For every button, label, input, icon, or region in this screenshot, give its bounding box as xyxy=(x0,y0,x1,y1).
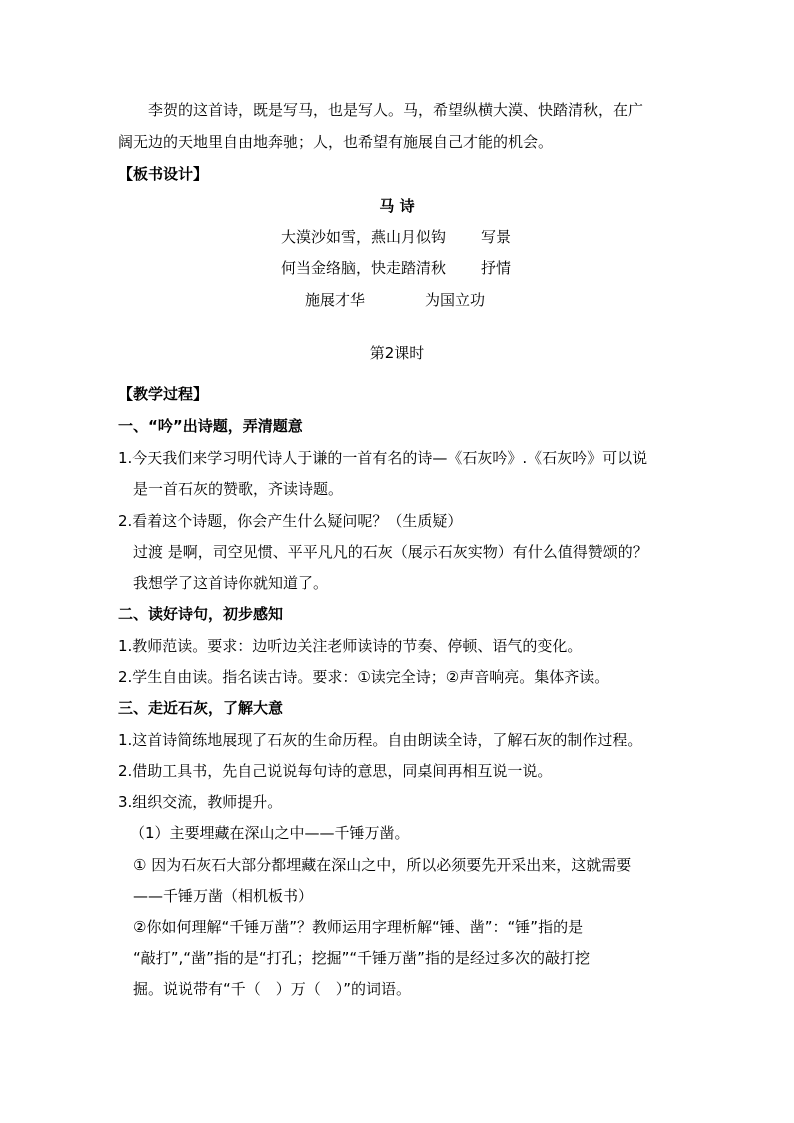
s3-item1: 1.这首诗简练地展现了石灰的生命历程。自由朗读全诗，了解石灰的制作过程。 xyxy=(118,731,643,749)
s3-item2: 2.借助工具书，先自己说说每句诗的意思，同桌间再相互说一说。 xyxy=(118,762,553,780)
board-row2-right: 抒情 xyxy=(481,259,512,277)
intro-line-2: 阔无边的天地里自由地奔驰；人，也希望有施展自己才能的机会。 xyxy=(118,133,554,151)
s3-point2-c: 掘。说说带有“千（ ）万（ ）”的词语。 xyxy=(133,980,412,998)
board-row3-right: 为国立功 xyxy=(425,291,486,309)
s3-point1-b: ——千锤万凿（相机板书） xyxy=(133,887,314,905)
s1-item1-line-b: 是一首石灰的赞歌，齐读诗题。 xyxy=(133,480,344,498)
board-row2-left: 何当金络脑，快走踏清秋 xyxy=(281,259,447,277)
board-heading: 【板书设计】 xyxy=(118,165,209,183)
intro-line-1: 李贺的这首诗，既是写马，也是写人。马，希望纵横大漠、快踏清秋，在广 xyxy=(148,101,644,119)
s3-point2-a: ②你如何理解“千锤万凿”？教师运用字理析解“锤、凿”：“锤”指的是 xyxy=(133,918,584,936)
lesson-title: 第2课时 xyxy=(369,344,425,362)
board-row3-left: 施展才华 xyxy=(305,291,366,309)
board-row1-right: 写景 xyxy=(481,228,512,246)
s1-item1-line-a: 1.今天我们来学习明代诗人于谦的一首有名的诗—《石灰吟》.《石灰吟》可以说 xyxy=(118,449,648,467)
s3-point2-b: “敲打”,“凿”指的是“打孔；挖掘”“千锤万凿”指的是经过多次的敲打挖 xyxy=(133,949,590,967)
s3-point1-a: ① 因为石灰石大部分都埋藏在深山之中，所以必须要先开采出来，这就需要 xyxy=(133,856,632,874)
s3-sub1: （1）主要埋藏在深山之中——千锤万凿。 xyxy=(130,824,410,842)
s1-transition-a: 过渡 是啊，司空见惯、平平凡凡的石灰（展示石灰实物）有什么值得赞颂的？ xyxy=(133,543,648,561)
s2-item1: 1.教师范读。要求：边听边关注老师读诗的节奏、停顿、语气的变化。 xyxy=(118,637,583,655)
s3-item3: 3.组织交流，教师提升。 xyxy=(118,793,283,811)
s2-item2: 2.学生自由读。指名读古诗。要求：①读完全诗；②声音响亮。集体齐读。 xyxy=(118,668,610,686)
s1-transition-b: 我想学了这首诗你就知道了。 xyxy=(133,574,329,592)
section1-heading: 一、“吟”出诗题，弄清题意 xyxy=(118,417,303,435)
s1-item2: 2.看着这个诗题，你会产生什么疑问呢？（生质疑） xyxy=(118,512,463,530)
section2-heading: 二、读好诗句，初步感知 xyxy=(118,605,284,623)
process-heading: 【教学过程】 xyxy=(118,385,209,403)
section3-heading: 三、走近石灰，了解大意 xyxy=(118,699,284,717)
board-row1-left: 大漠沙如雪，燕山月似钩 xyxy=(281,228,447,246)
board-title: 马 诗 xyxy=(379,197,415,215)
